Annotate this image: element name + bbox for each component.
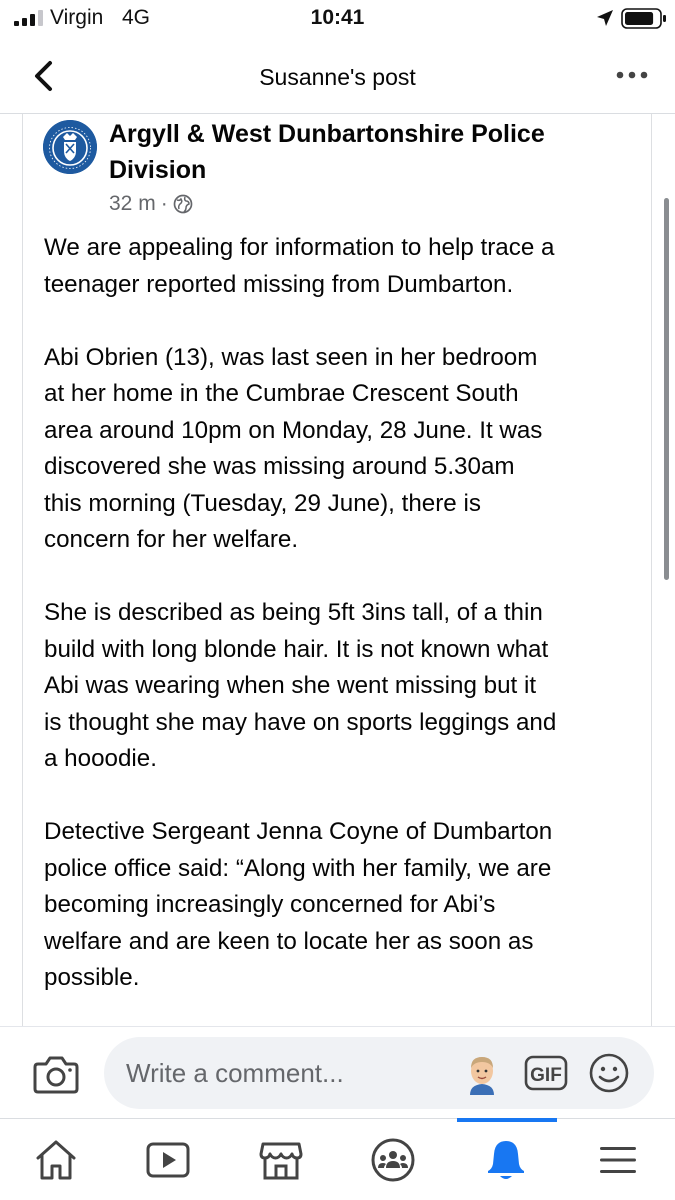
tab-notifications[interactable] [450,1119,562,1200]
camera-icon [32,1052,80,1096]
comment-bar [0,1026,675,1118]
post-meta [109,190,193,218]
post-paragraph: She is described as being 5ft 3ins tall, of a thin build with long blonde hair. It is not known what Abi was wearing when she went missing but it is thought she may have on sports leggings and a hooodie. [44,599,557,772]
status-time: 10:41 [310,6,365,29]
location-arrow-icon [596,9,614,27]
page-name-link[interactable]: Argyll & West Dunbartonshire Police Division [109,120,545,184]
emoji-button[interactable] [588,1052,630,1094]
bottom-tab-bar [0,1118,675,1200]
scrollbar[interactable] [664,198,669,580]
comment-input[interactable] [126,1057,426,1089]
post-paragraph: We are appealing for information to help trace a teenager reported missing from Dumbarton. [44,234,555,298]
smiley-icon [588,1052,630,1094]
post-paragraph: Abi Obrien (13), was last seen in her bedroom at her home in the Cumbrae Crescent South area around 10pm on Monday, 28 June. It was discovered she was missing around 5.30am this morning (Tuesday, 29 June), there is concern for her welfare. [44,343,543,553]
nav-header [0,40,675,114]
post-paragraph: Detective Sergeant Jenna Coyne of Dumbarton police office said: “Along with her family, we are becoming increasingly concerned for Abi’s welfare and are keen to locate her as soon as possible. [44,818,553,991]
page-title: Susanne's post [259,64,416,90]
meta-separator: · [160,192,168,215]
tab-watch[interactable] [112,1119,224,1200]
video-play-icon [144,1136,192,1184]
shop-icon [257,1136,305,1184]
tab-menu[interactable] [562,1119,674,1200]
home-icon [32,1136,80,1184]
network-type: 4G [122,6,151,29]
globe-icon [173,194,193,214]
avatar-sticker-button[interactable] [460,1051,504,1095]
gif-button[interactable] [524,1055,568,1091]
gif-icon [524,1055,568,1091]
gif-label: GIF [530,1065,562,1086]
page-avatar[interactable] [43,120,97,174]
more-horizontal-icon [616,71,648,79]
more-options-button[interactable] [610,60,654,90]
tab-home[interactable] [0,1119,112,1200]
groups-icon [369,1136,417,1184]
tab-groups[interactable] [337,1119,449,1200]
avatar-sticker-icon [460,1051,504,1095]
post-card [22,114,652,1026]
battery-icon [621,8,667,29]
camera-button[interactable] [32,1052,80,1096]
bell-icon [482,1136,530,1184]
police-crest-icon [43,120,97,174]
carrier-name: Virgin [50,6,104,29]
hamburger-menu-icon [594,1136,642,1184]
comment-field[interactable] [104,1037,654,1109]
post-body [44,230,644,1026]
tab-marketplace[interactable] [225,1119,337,1200]
status-bar [0,0,675,40]
post-timestamp[interactable]: 32 m [109,192,156,215]
